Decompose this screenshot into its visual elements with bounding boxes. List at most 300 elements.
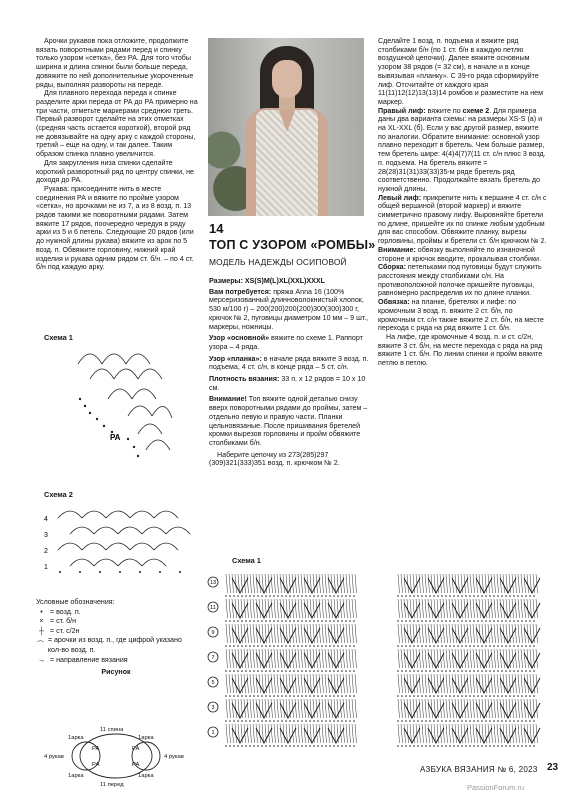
- chain-dot: [297, 720, 299, 722]
- stitch-mark: [328, 674, 330, 693]
- chain-dot: [505, 745, 507, 747]
- diamond-stroke: [328, 578, 344, 593]
- stitch-mark: [355, 624, 357, 643]
- chain-dot: [309, 745, 311, 747]
- chain-dot: [229, 745, 231, 747]
- chain-dot: [477, 595, 479, 597]
- chain-dot: [281, 595, 283, 597]
- stitch-mark: [449, 599, 451, 618]
- stitch-mark: [301, 624, 303, 643]
- diamond-stroke: [476, 603, 492, 618]
- chain-dot: [269, 745, 271, 747]
- stitch-mark: [500, 624, 502, 643]
- schema2-label: Схема 2: [44, 490, 73, 499]
- chain-dot: [405, 695, 407, 697]
- diamond-stroke: [452, 653, 468, 668]
- stitch-mark: [271, 724, 273, 743]
- chain-dot: [317, 620, 319, 622]
- stitch-mark: [295, 574, 297, 593]
- figure-pa3: РА: [92, 762, 100, 768]
- stitch-mark: [355, 599, 357, 618]
- chain-dot: [529, 670, 531, 672]
- chain-dot: [457, 595, 459, 597]
- stitch-mark: [500, 574, 502, 593]
- chain-dot: [233, 695, 235, 697]
- chain-dot: [413, 645, 415, 647]
- diamond-stroke: [304, 628, 320, 643]
- chain-dot: [513, 595, 515, 597]
- chain-dot: [257, 645, 259, 647]
- chain-dot: [485, 720, 487, 722]
- stitch-mark: [524, 724, 526, 743]
- chain-dot: [229, 595, 231, 597]
- chain-dot: [269, 720, 271, 722]
- chain-dot: [469, 695, 471, 697]
- stitch-mark: [274, 624, 276, 643]
- stitch-mark: [494, 699, 496, 718]
- stitch-mark: [349, 649, 351, 668]
- chain-dot: [237, 745, 239, 747]
- chain-dot: [341, 720, 343, 722]
- stitch-mark: [271, 624, 273, 643]
- chain-dot: [465, 645, 467, 647]
- stitch-mark: [319, 624, 321, 643]
- stitch-mark: [404, 699, 406, 718]
- chain-dot: [481, 695, 483, 697]
- stitch-mark: [497, 699, 499, 718]
- diamond-stroke: [428, 653, 444, 668]
- paragraph-front-back: Арочки рукавов пока отложите, продолжите вязать поворотными рядами перед и спинку только узором «сетка», без РА. Для того чтобы ширина и длина спинки были больше переда, довяжите по ней дополнительные укороченные ряды, выполняя развороты на переде.: [36, 37, 194, 89]
- stitch-mark: [256, 599, 258, 618]
- chain-dot: [521, 720, 523, 722]
- stitch-mark: [449, 649, 451, 668]
- stitch-mark: [497, 599, 499, 618]
- stitch-mark: [422, 624, 424, 643]
- stitch-mark: [515, 724, 517, 743]
- chain-dot: [349, 645, 351, 647]
- chain-dot: [441, 745, 443, 747]
- chain-dot: [277, 620, 279, 622]
- chain-dot: [345, 745, 347, 747]
- figure-arc-tl: 1арка: [68, 735, 84, 741]
- chain-dot: [325, 670, 327, 672]
- chain-dot: [261, 695, 263, 697]
- stitch-mark: [422, 574, 424, 593]
- chain-dot: [317, 670, 319, 672]
- chain-dot: [253, 670, 255, 672]
- chain-dot: [241, 595, 243, 597]
- stitch-mark: [349, 699, 351, 718]
- chain-dot: [249, 720, 251, 722]
- stitch-mark: [497, 624, 499, 643]
- stitch-mark: [274, 724, 276, 743]
- stitch-mark: [325, 574, 327, 593]
- chain-dot: [473, 720, 475, 722]
- chain-dot: [461, 695, 463, 697]
- chain-dot: [401, 620, 403, 622]
- stitch-mark: [346, 699, 348, 718]
- chain-dot: [473, 645, 475, 647]
- chain-dot: [249, 670, 251, 672]
- stitch-mark: [229, 649, 231, 668]
- chain-dot: [441, 595, 443, 597]
- stitch-mark: [452, 674, 454, 693]
- chain-dot: [481, 745, 483, 747]
- chain-dot: [333, 695, 335, 697]
- chain-dot: [497, 720, 499, 722]
- chain-dot: [333, 670, 335, 672]
- chain-dot: [425, 595, 427, 597]
- chain-dot: [445, 595, 447, 597]
- chain-dot: [237, 695, 239, 697]
- stitch-mark: [319, 599, 321, 618]
- schema3-label: Схема 1: [232, 556, 261, 565]
- stitch-mark: [343, 724, 345, 743]
- stitch-mark: [304, 674, 306, 693]
- diamond-stroke: [524, 678, 540, 693]
- chain-dot: [229, 620, 231, 622]
- chain-dot: [349, 670, 351, 672]
- stitch-mark: [494, 574, 496, 593]
- stitch-mark: [343, 624, 345, 643]
- diamond-stroke: [428, 603, 444, 618]
- stitch-mark: [301, 699, 303, 718]
- diamond-stroke: [476, 578, 492, 593]
- chain-dot: [225, 595, 227, 597]
- chain-dot: [321, 645, 323, 647]
- diamond-stroke: [256, 703, 272, 718]
- chain-dot: [449, 695, 451, 697]
- chain-dot: [485, 745, 487, 747]
- stitch-mark: [404, 724, 406, 743]
- chain-dot: [313, 595, 315, 597]
- chain-dot: [501, 695, 503, 697]
- chain-dot: [225, 695, 227, 697]
- chain-dot: [341, 695, 343, 697]
- chain-dot: [437, 645, 439, 647]
- chain-dot: [325, 695, 327, 697]
- stitch-mark: [473, 649, 475, 668]
- chain-dot: [285, 620, 287, 622]
- chain-dot: [481, 620, 483, 622]
- chain-dot: [305, 720, 307, 722]
- stitch-mark: [401, 599, 403, 618]
- stitch-mark: [229, 574, 231, 593]
- stitch-mark: [226, 674, 228, 693]
- chain-dot: [229, 720, 231, 722]
- chain-dot: [525, 595, 527, 597]
- chain-dot: [409, 670, 411, 672]
- chain-dot: [517, 745, 519, 747]
- chain-dot: [257, 720, 259, 722]
- chain-dot: [229, 695, 231, 697]
- stitch-mark: [446, 699, 448, 718]
- diamond-stroke: [500, 578, 516, 593]
- stitch-mark: [298, 649, 300, 668]
- chain-dot: [493, 720, 495, 722]
- pa-marker: РА: [110, 433, 121, 442]
- stitch-mark: [295, 674, 297, 693]
- chain-dot: [493, 595, 495, 597]
- schema3-diagram: [204, 570, 549, 752]
- stitch-mark: [253, 699, 255, 718]
- diamond-stroke: [328, 653, 344, 668]
- stitch-mark: [256, 699, 258, 718]
- chain-dot: [525, 670, 527, 672]
- diamond-stroke: [524, 653, 540, 668]
- diamond-stroke: [500, 653, 516, 668]
- diamond-stroke: [452, 703, 468, 718]
- chain-dot: [473, 620, 475, 622]
- stitch-mark: [256, 674, 258, 693]
- chain-dot: [501, 595, 503, 597]
- chain-dot: [521, 645, 523, 647]
- diamond-stroke: [232, 628, 248, 643]
- stitch-mark: [349, 674, 351, 693]
- chain-dot: [457, 695, 459, 697]
- stitch-mark: [476, 724, 478, 743]
- stitch-mark: [401, 649, 403, 668]
- stitch-mark: [467, 599, 469, 618]
- chain-dot: [505, 695, 507, 697]
- chain-dot: [485, 695, 487, 697]
- stitch-mark: [355, 724, 357, 743]
- chain-dot: [477, 620, 479, 622]
- chain-dot: [353, 695, 355, 697]
- stitch-mark: [343, 649, 345, 668]
- chain-dot: [241, 720, 243, 722]
- chain-dot: [469, 645, 471, 647]
- stitch-mark: [419, 599, 421, 618]
- chain-dot: [529, 595, 531, 597]
- chain-dot: [469, 720, 471, 722]
- diamond-stroke: [404, 678, 420, 693]
- chain-dot: [269, 695, 271, 697]
- paragraph-transition: Для плавного перехода переда к спинке разделите арки переда от РА до РА примерно на три части, отметьте маркерами среднюю треть. Первый разворот сделайте на этих отметках (средняя часть остается короткой), второй ряд не довязывайте на одну арку с каждой стороны, третий – еще на одну, и так далее. Таким образом спинка плавно увеличится.: [36, 89, 198, 159]
- stitch-mark: [319, 574, 321, 593]
- chain-dot: [265, 720, 267, 722]
- chain-dot: [453, 645, 455, 647]
- chain-dot: [273, 645, 275, 647]
- chain-dot: [313, 720, 315, 722]
- chain-dot: [421, 720, 423, 722]
- chain-dot: [509, 595, 511, 597]
- stitch-mark: [491, 599, 493, 618]
- chain-dot: [297, 595, 299, 597]
- stitch-mark: [443, 649, 445, 668]
- stitch-mark: [229, 674, 231, 693]
- chain-dot: [525, 745, 527, 747]
- chain-dot: [453, 670, 455, 672]
- chain-dot: [269, 595, 271, 597]
- stitch-mark: [226, 649, 228, 668]
- chain-dot: [345, 695, 347, 697]
- chain-dot: [325, 645, 327, 647]
- stitch-mark: [401, 624, 403, 643]
- legend-title: Условные обозначения:: [36, 598, 115, 606]
- stitch-mark: [443, 574, 445, 593]
- pattern-placket: Узор «планка»: в начале ряда вяжите 3 возд. п. подъема, 4 ст. с/н, в конце ряда – 5 ст. с/н.: [209, 354, 369, 372]
- chain-dot: [449, 745, 451, 747]
- stitch-mark: [280, 624, 282, 643]
- stitch-mark: [518, 649, 520, 668]
- chain-dot: [257, 695, 259, 697]
- chain-dot: [481, 645, 483, 647]
- chain-dot: [237, 670, 239, 672]
- stitch-mark: [470, 624, 472, 643]
- chain-dot: [245, 745, 247, 747]
- chain-dot: [509, 620, 511, 622]
- chain-dot: [277, 670, 279, 672]
- stitch-mark: [398, 674, 400, 693]
- stitch-mark: [277, 624, 279, 643]
- stitch-mark: [476, 699, 478, 718]
- chain-dot: [353, 645, 355, 647]
- diamond-stroke: [232, 578, 248, 593]
- paragraph-edging: Обвязка: на планке, бретелях и лифе: по кромочным 3 возд. п. вяжите 2 ст. б/н, по кромочным ст. с/н также вяжите 2 ст. б/н, на месте перехода с ряда на ряд вяжите 1 ст. б/н.: [378, 298, 544, 333]
- chain-dot: [341, 670, 343, 672]
- stitch-mark: [521, 624, 523, 643]
- row-number: 3: [211, 705, 215, 712]
- chain-dot: [277, 695, 279, 697]
- chain-dot: [465, 695, 467, 697]
- chain-dot: [473, 670, 475, 672]
- diamond-stroke: [280, 728, 296, 743]
- stitch-mark: [428, 724, 430, 743]
- chain-dot: [461, 620, 463, 622]
- chain-dot: [521, 595, 523, 597]
- schema1-label: Схема 1: [44, 333, 73, 342]
- chain-dot: [493, 620, 495, 622]
- stitch-mark: [247, 574, 249, 593]
- chain-dot: [489, 645, 491, 647]
- chain-dot: [501, 645, 503, 647]
- chain-dot: [449, 670, 451, 672]
- diamond-stroke: [524, 578, 540, 593]
- chain-dot: [481, 720, 483, 722]
- stitch-mark: [452, 649, 454, 668]
- chain-dot: [225, 745, 227, 747]
- chain-dot: [329, 695, 331, 697]
- chain-dot: [529, 695, 531, 697]
- chain-dot: [309, 720, 311, 722]
- stitch-mark: [446, 674, 448, 693]
- chain-dot: [273, 695, 275, 697]
- stitch-mark: [446, 624, 448, 643]
- diamond-stroke: [280, 703, 296, 718]
- chain-dot: [501, 670, 503, 672]
- stitch-mark: [518, 624, 520, 643]
- chain-dot: [397, 620, 399, 622]
- chain-dot: [277, 595, 279, 597]
- chain-dot: [457, 670, 459, 672]
- stitch-mark: [401, 674, 403, 693]
- stitch-mark: [343, 674, 345, 693]
- chain-dot: [437, 695, 439, 697]
- stitch-mark: [401, 724, 403, 743]
- stitch-mark: [449, 574, 451, 593]
- diamond-stroke: [500, 703, 516, 718]
- diamond-stroke: [500, 678, 516, 693]
- stitch-mark: [247, 699, 249, 718]
- chain-dot: [533, 745, 535, 747]
- diamond-stroke: [304, 578, 320, 593]
- chain-dot: [261, 720, 263, 722]
- row-number: 5: [211, 680, 215, 687]
- stitch-mark: [280, 574, 282, 593]
- stitch-mark: [232, 724, 234, 743]
- chain-dot: [433, 670, 435, 672]
- stitch-mark: [398, 624, 400, 643]
- stitch-mark: [398, 724, 400, 743]
- stitch-mark: [500, 699, 502, 718]
- diamond-stroke: [428, 678, 444, 693]
- chain-dot: [453, 720, 455, 722]
- chain-dot: [297, 745, 299, 747]
- stitch-mark: [443, 674, 445, 693]
- stitch-mark: [328, 599, 330, 618]
- figure-left-sleeve: 4 рукав: [44, 754, 64, 760]
- stitch-mark: [322, 724, 324, 743]
- chain-dot: [441, 695, 443, 697]
- chain-dot: [461, 720, 463, 722]
- stitch-mark: [470, 674, 472, 693]
- stitch-mark: [304, 649, 306, 668]
- stitch-mark: [449, 624, 451, 643]
- stitch-mark: [280, 599, 282, 618]
- diamond-stroke: [304, 728, 320, 743]
- chain-dot: [345, 620, 347, 622]
- stitch-mark: [274, 699, 276, 718]
- chain-dot: [441, 645, 443, 647]
- chain-dot: [233, 620, 235, 622]
- stitch-mark: [247, 649, 249, 668]
- stitch-mark: [425, 699, 427, 718]
- diamond-stroke: [500, 603, 516, 618]
- chain-dot: [497, 745, 499, 747]
- chain-dot: [305, 695, 307, 697]
- stitch-mark: [422, 699, 424, 718]
- site-watermark: PassionForum.ru: [467, 783, 525, 792]
- chain-dot: [353, 670, 355, 672]
- stitch-mark: [500, 599, 502, 618]
- chain-dot: [509, 745, 511, 747]
- chain-dot: [441, 720, 443, 722]
- diamond-stroke: [256, 728, 272, 743]
- chain-dot: [293, 645, 295, 647]
- stitch-mark: [319, 674, 321, 693]
- chain-dot: [301, 670, 303, 672]
- chain-dot: [445, 620, 447, 622]
- chain-dot: [397, 720, 399, 722]
- chain-dot: [313, 670, 315, 672]
- row-number: 9: [211, 630, 215, 637]
- chain-dot: [325, 620, 327, 622]
- stitch-mark: [349, 724, 351, 743]
- chain-dot: [261, 620, 263, 622]
- left-column-text: [36, 37, 198, 272]
- svg-text:3: 3: [44, 532, 48, 539]
- stitch-mark: [295, 724, 297, 743]
- stitch-mark: [428, 699, 430, 718]
- chain-dot: [265, 620, 267, 622]
- stitch-mark: [428, 574, 430, 593]
- paragraph-sleeves: Рукава: присоедините нить в месте соединения РА и вяжите по пройме узором «сетка», но арочками не из 7, а из 8 возд. п. 13 рядов такими же поворотными рядами. Затем вяжите 17 рядов, поочередно чередуя в ряду арки из 5 и 6 петель. Следующие 20 рядов (или до нужной длины рукава) вяжите из арок по 5 возд. п. Обвяжите горловину, нижний край изделия и рукава одним рядом ст. б/н. – по 4 ст. б/н под каждую арку.: [36, 184, 194, 272]
- chain-dot: [309, 620, 311, 622]
- stitch-mark: [524, 599, 526, 618]
- stitch-mark: [352, 699, 354, 718]
- chain-dot: [521, 695, 523, 697]
